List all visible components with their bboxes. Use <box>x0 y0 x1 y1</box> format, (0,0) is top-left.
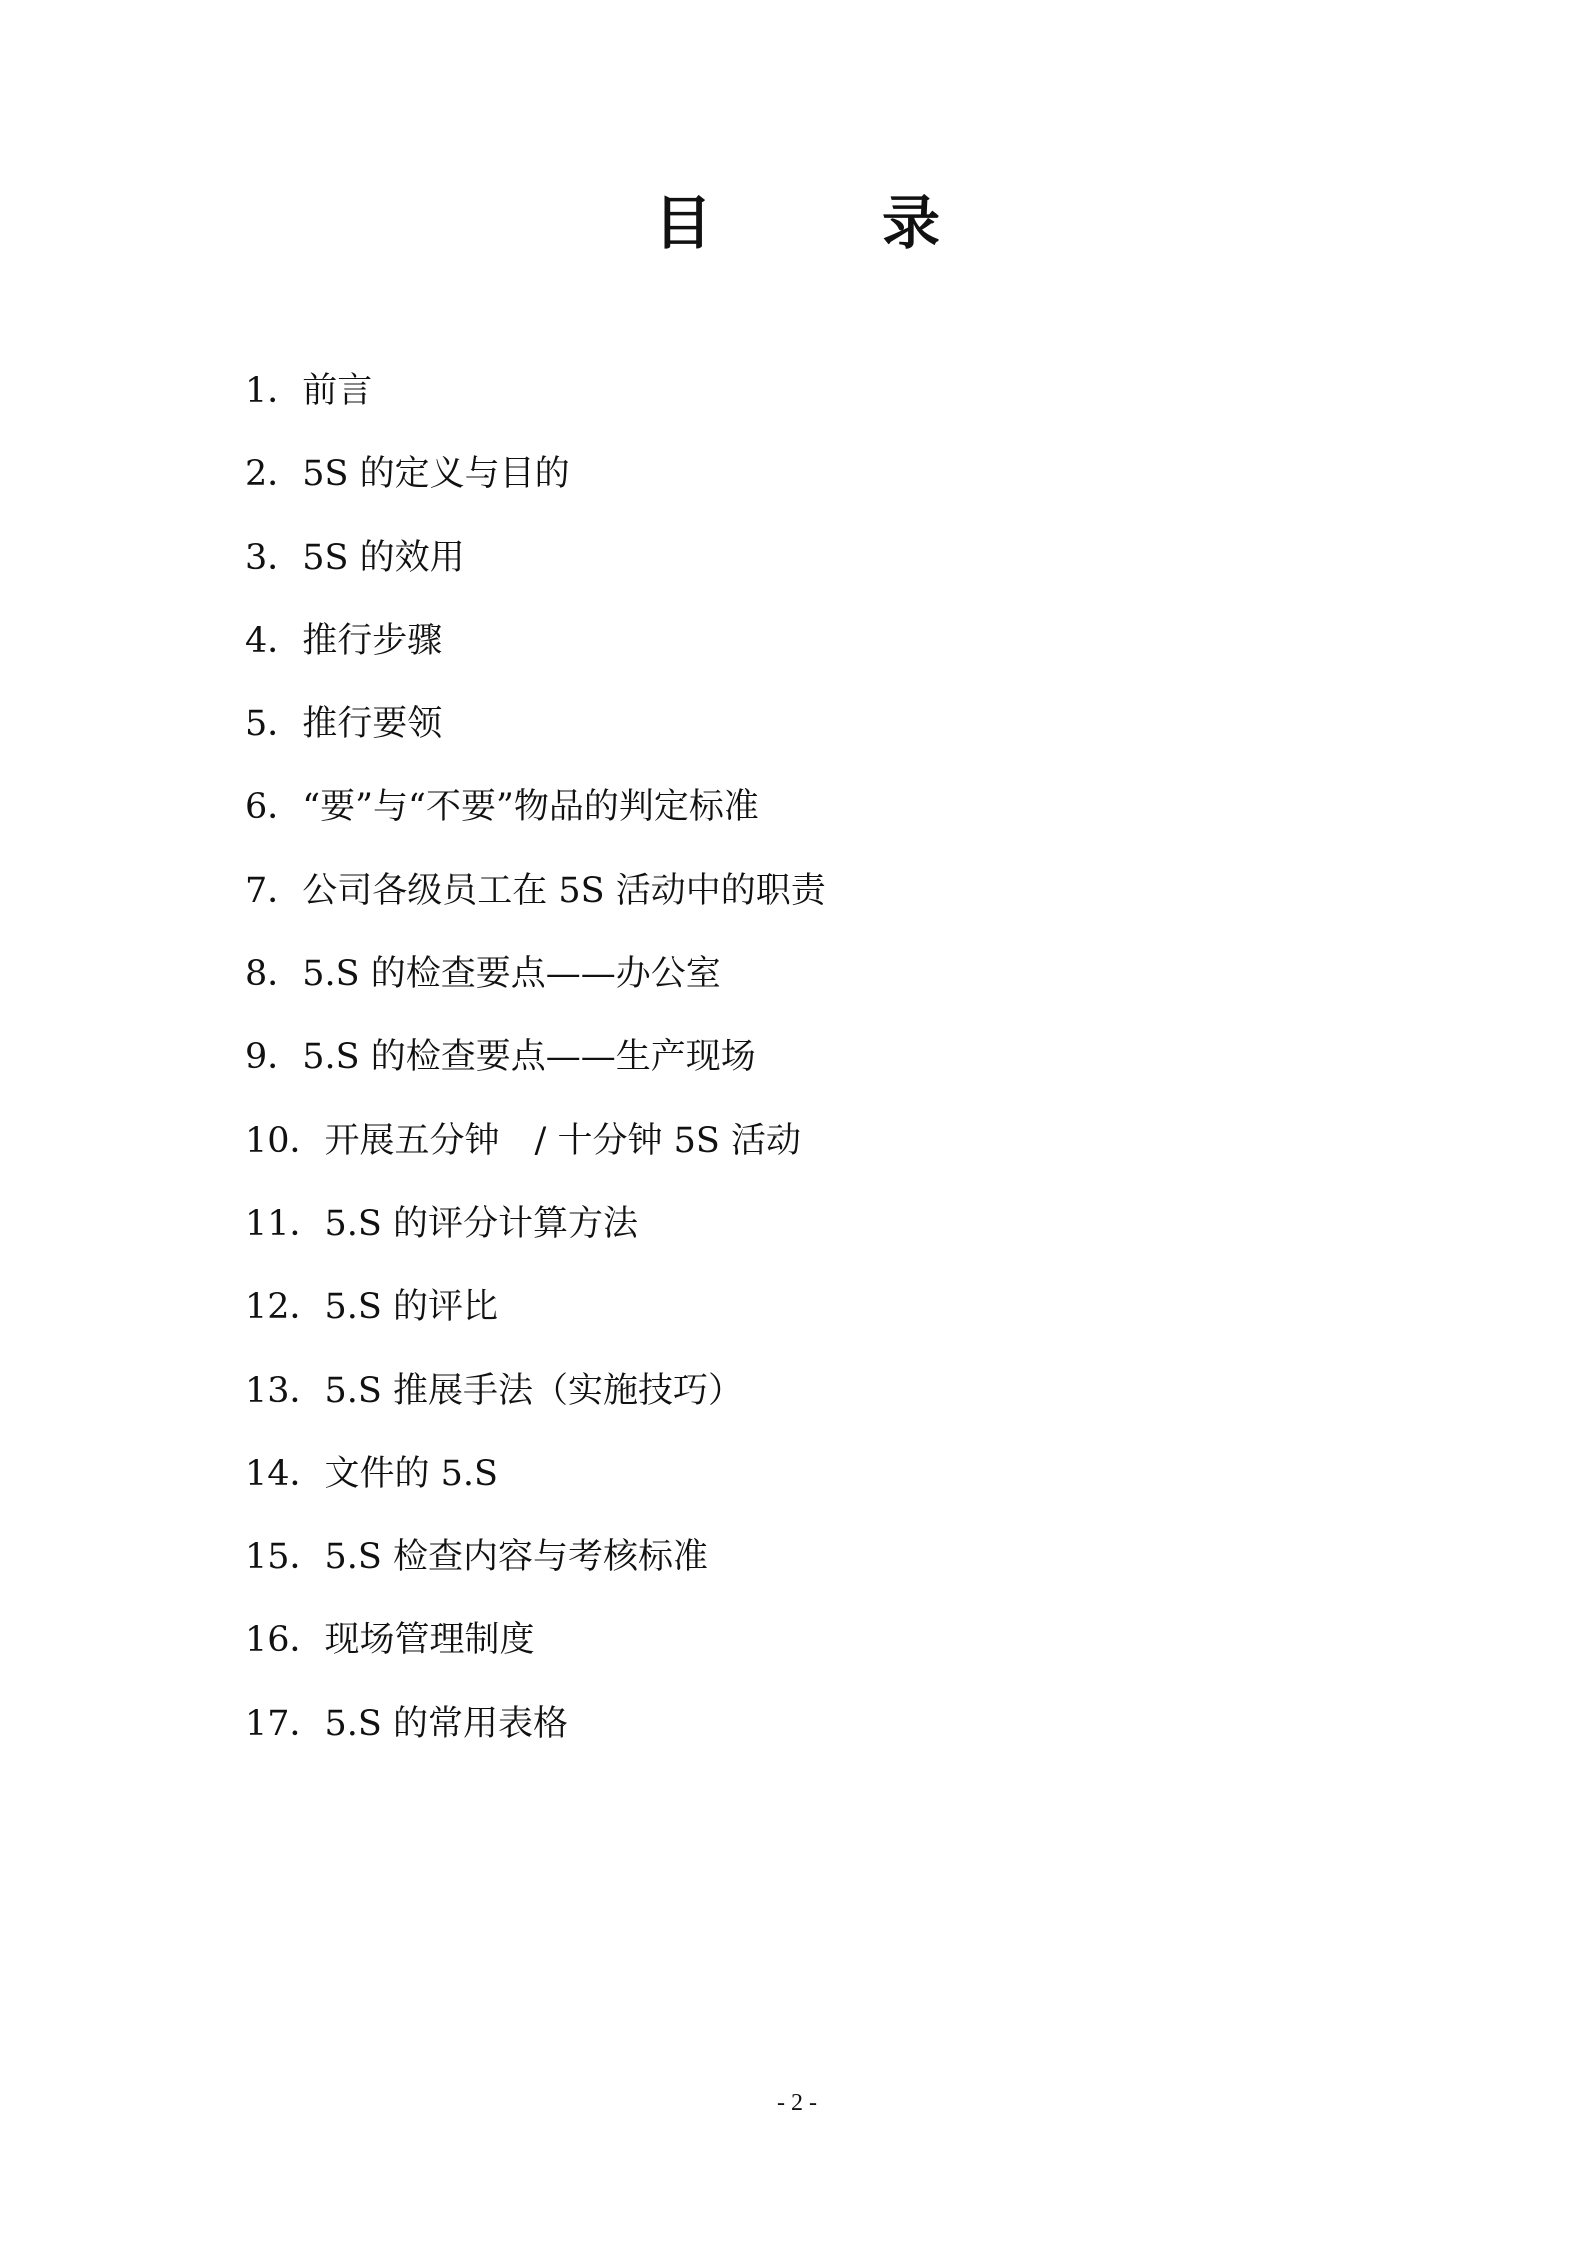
toc-item-10: 10．开展五分钟 / 十分钟 5S 活动 <box>245 1120 801 1161</box>
toc-item-16: 16．现场管理制度 <box>245 1620 535 1661</box>
page-number: - 2 - <box>777 2090 817 2116</box>
toc-item-15: 15．5.S 检查内容与考核标准 <box>245 1537 709 1578</box>
toc-item-3: 3．5S 的效用 <box>245 537 465 578</box>
table-of-contents <box>245 362 1395 1778</box>
page-title: 目 录 <box>653 189 996 257</box>
toc-item-5: 5．推行要领 <box>245 704 443 745</box>
toc-item-8: 8．5.S 的检查要点——办公室 <box>245 954 721 995</box>
toc-item-9: 9．5.S 的检查要点——生产现场 <box>245 1037 756 1078</box>
toc-item-7: 7．公司各级员工在 5S 活动中的职责 <box>245 870 826 911</box>
toc-item-2: 2．5S 的定义与目的 <box>245 454 570 495</box>
toc-item-12: 12．5.S 的评比 <box>245 1287 499 1328</box>
toc-item-13: 13．5.S 推展手法（实施技巧） <box>245 1370 744 1411</box>
toc-item-4: 4．推行步骤 <box>245 620 443 661</box>
toc-item-14: 14．文件的 5.S <box>245 1453 499 1494</box>
toc-item-11: 11．5.S 的评分计算方法 <box>245 1203 639 1244</box>
toc-item-6: 6．“要”与“不要”物品的判定标准 <box>245 787 759 828</box>
toc-item-1: 1．前言 <box>245 371 373 411</box>
toc-item-17: 17．5.S 的常用表格 <box>245 1703 569 1744</box>
